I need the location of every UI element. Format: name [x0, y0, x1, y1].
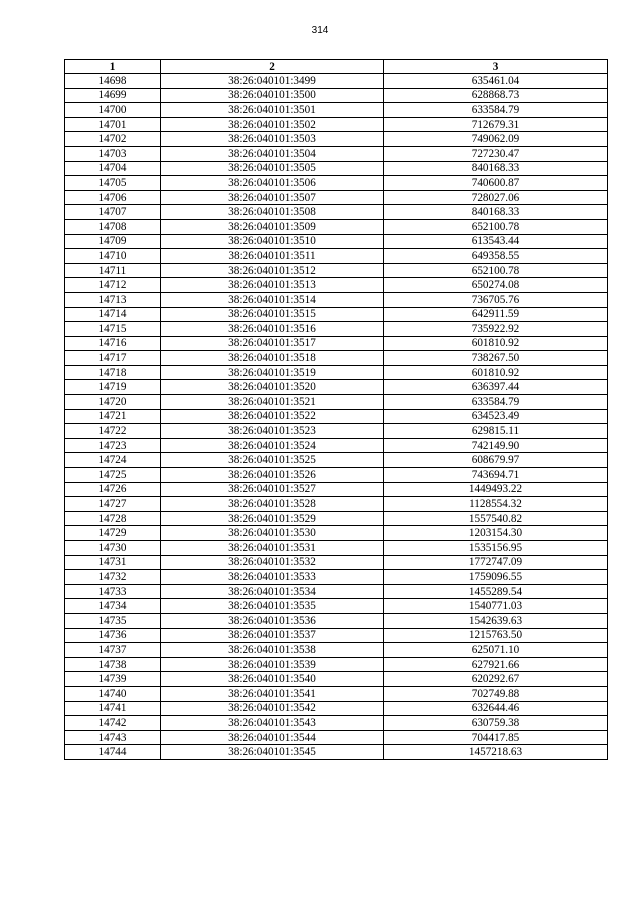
- row-number-cell: 14711: [65, 263, 161, 278]
- table-row: [65, 161, 608, 176]
- table-row: [65, 249, 608, 264]
- table-header-row: [65, 60, 608, 74]
- row-number-cell: 14715: [65, 322, 161, 337]
- cadastral-number-cell: 38:26:040101:3512: [161, 263, 384, 278]
- data-table: [64, 59, 608, 760]
- cadastral-number-cell: 38:26:040101:3541: [161, 686, 384, 701]
- cadastral-number-cell: 38:26:040101:3518: [161, 351, 384, 366]
- cadastral-number-cell: 38:26:040101:3510: [161, 234, 384, 249]
- table-row: [65, 570, 608, 585]
- cadastral-number-cell: 38:26:040101:3530: [161, 526, 384, 541]
- cadastral-number-cell: 38:26:040101:3501: [161, 103, 384, 118]
- column-header-2: 2: [161, 60, 384, 74]
- row-number-cell: 14706: [65, 190, 161, 205]
- value-cell: 840168.33: [384, 205, 608, 220]
- table-row: [65, 541, 608, 556]
- value-cell: 613543.44: [384, 234, 608, 249]
- value-cell: 1215763.50: [384, 628, 608, 643]
- column-header-1: 1: [65, 60, 161, 74]
- row-number-cell: 14726: [65, 482, 161, 497]
- table-row: [65, 307, 608, 322]
- value-cell: 840168.33: [384, 161, 608, 176]
- table-row: [65, 190, 608, 205]
- value-cell: 629815.11: [384, 424, 608, 439]
- table-row: [65, 74, 608, 89]
- value-cell: 628868.73: [384, 88, 608, 103]
- cadastral-number-cell: 38:26:040101:3534: [161, 584, 384, 599]
- row-number-cell: 14712: [65, 278, 161, 293]
- cadastral-number-cell: 38:26:040101:3499: [161, 74, 384, 89]
- cadastral-number-cell: 38:26:040101:3519: [161, 365, 384, 380]
- row-number-cell: 14702: [65, 132, 161, 147]
- row-number-cell: 14714: [65, 307, 161, 322]
- cadastral-number-cell: 38:26:040101:3535: [161, 599, 384, 614]
- cadastral-number-cell: 38:26:040101:3526: [161, 468, 384, 483]
- row-number-cell: 14720: [65, 395, 161, 410]
- value-cell: 712679.31: [384, 117, 608, 132]
- table-row: [65, 468, 608, 483]
- cadastral-number-cell: 38:26:040101:3516: [161, 322, 384, 337]
- row-number-cell: 14710: [65, 249, 161, 264]
- value-cell: 1535156.95: [384, 541, 608, 556]
- value-cell: 642911.59: [384, 307, 608, 322]
- value-cell: 620292.67: [384, 672, 608, 687]
- table-row: [65, 584, 608, 599]
- row-number-cell: 14727: [65, 497, 161, 512]
- value-cell: 1557540.82: [384, 511, 608, 526]
- cadastral-number-cell: 38:26:040101:3522: [161, 409, 384, 424]
- table-row: [65, 424, 608, 439]
- table-row: [65, 613, 608, 628]
- row-number-cell: 14736: [65, 628, 161, 643]
- value-cell: 649358.55: [384, 249, 608, 264]
- table-row: [65, 322, 608, 337]
- value-cell: 738267.50: [384, 351, 608, 366]
- cadastral-number-cell: 38:26:040101:3533: [161, 570, 384, 585]
- cadastral-number-cell: 38:26:040101:3543: [161, 716, 384, 731]
- row-number-cell: 14744: [65, 745, 161, 760]
- row-number-cell: 14733: [65, 584, 161, 599]
- cadastral-number-cell: 38:26:040101:3520: [161, 380, 384, 395]
- row-number-cell: 14724: [65, 453, 161, 468]
- table-row: [65, 205, 608, 220]
- row-number-cell: 14698: [65, 74, 161, 89]
- cadastral-number-cell: 38:26:040101:3545: [161, 745, 384, 760]
- table-row: [65, 555, 608, 570]
- row-number-cell: 14728: [65, 511, 161, 526]
- value-cell: 1128554.32: [384, 497, 608, 512]
- value-cell: 742149.90: [384, 438, 608, 453]
- cadastral-number-cell: 38:26:040101:3511: [161, 249, 384, 264]
- row-number-cell: 14699: [65, 88, 161, 103]
- row-number-cell: 14718: [65, 365, 161, 380]
- row-number-cell: 14730: [65, 541, 161, 556]
- cadastral-number-cell: 38:26:040101:3514: [161, 292, 384, 307]
- row-number-cell: 14723: [65, 438, 161, 453]
- row-number-cell: 14735: [65, 613, 161, 628]
- row-number-cell: 14729: [65, 526, 161, 541]
- row-number-cell: 14700: [65, 103, 161, 118]
- cadastral-number-cell: 38:26:040101:3504: [161, 146, 384, 161]
- table-row: [65, 365, 608, 380]
- value-cell: 633584.79: [384, 103, 608, 118]
- page-number: 314: [311, 25, 329, 36]
- table-row: [65, 453, 608, 468]
- value-cell: 702749.88: [384, 686, 608, 701]
- row-number-cell: 14705: [65, 176, 161, 191]
- row-number-cell: 14740: [65, 686, 161, 701]
- value-cell: 627921.66: [384, 657, 608, 672]
- row-number-cell: 14741: [65, 701, 161, 716]
- table-row: [65, 351, 608, 366]
- value-cell: 601810.92: [384, 365, 608, 380]
- cadastral-number-cell: 38:26:040101:3503: [161, 132, 384, 147]
- value-cell: 601810.92: [384, 336, 608, 351]
- value-cell: 635461.04: [384, 74, 608, 89]
- table-row: [65, 730, 608, 745]
- value-cell: 652100.78: [384, 263, 608, 278]
- cadastral-number-cell: 38:26:040101:3521: [161, 395, 384, 410]
- value-cell: 1542639.63: [384, 613, 608, 628]
- cadastral-number-cell: 38:26:040101:3523: [161, 424, 384, 439]
- column-header-3: 3: [384, 60, 608, 74]
- table-row: [65, 526, 608, 541]
- value-cell: 736705.76: [384, 292, 608, 307]
- table-row: [65, 219, 608, 234]
- table-body: [65, 74, 608, 760]
- value-cell: 1449493.22: [384, 482, 608, 497]
- value-cell: 630759.38: [384, 716, 608, 731]
- row-number-cell: 14742: [65, 716, 161, 731]
- row-number-cell: 14732: [65, 570, 161, 585]
- table-row: [65, 438, 608, 453]
- cadastral-number-cell: 38:26:040101:3540: [161, 672, 384, 687]
- value-cell: 650274.08: [384, 278, 608, 293]
- table-row: [65, 278, 608, 293]
- cadastral-number-cell: 38:26:040101:3507: [161, 190, 384, 205]
- table-row: [65, 745, 608, 760]
- cadastral-number-cell: 38:26:040101:3525: [161, 453, 384, 468]
- row-number-cell: 14701: [65, 117, 161, 132]
- row-number-cell: 14725: [65, 468, 161, 483]
- row-number-cell: 14703: [65, 146, 161, 161]
- row-number-cell: 14731: [65, 555, 161, 570]
- value-cell: 652100.78: [384, 219, 608, 234]
- table-row: [65, 599, 608, 614]
- table-row: [65, 88, 608, 103]
- cadastral-number-cell: 38:26:040101:3515: [161, 307, 384, 322]
- value-cell: 1772747.09: [384, 555, 608, 570]
- cadastral-number-cell: 38:26:040101:3505: [161, 161, 384, 176]
- value-cell: 1540771.03: [384, 599, 608, 614]
- cadastral-number-cell: 38:26:040101:3537: [161, 628, 384, 643]
- value-cell: 608679.97: [384, 453, 608, 468]
- table-row: [65, 716, 608, 731]
- row-number-cell: 14707: [65, 205, 161, 220]
- row-number-cell: 14743: [65, 730, 161, 745]
- cadastral-number-cell: 38:26:040101:3506: [161, 176, 384, 191]
- table-row: [65, 482, 608, 497]
- cadastral-number-cell: 38:26:040101:3509: [161, 219, 384, 234]
- cadastral-number-cell: 38:26:040101:3536: [161, 613, 384, 628]
- table-row: [65, 146, 608, 161]
- cadastral-number-cell: 38:26:040101:3517: [161, 336, 384, 351]
- row-number-cell: 14738: [65, 657, 161, 672]
- cadastral-number-cell: 38:26:040101:3538: [161, 643, 384, 658]
- table-row: [65, 132, 608, 147]
- value-cell: 1455289.54: [384, 584, 608, 599]
- cadastral-number-cell: 38:26:040101:3527: [161, 482, 384, 497]
- cadastral-number-cell: 38:26:040101:3531: [161, 541, 384, 556]
- table-row: [65, 234, 608, 249]
- row-number-cell: 14716: [65, 336, 161, 351]
- row-number-cell: 14737: [65, 643, 161, 658]
- value-cell: 1203154.30: [384, 526, 608, 541]
- cadastral-number-cell: 38:26:040101:3508: [161, 205, 384, 220]
- table-row: [65, 511, 608, 526]
- cadastral-number-cell: 38:26:040101:3544: [161, 730, 384, 745]
- cadastral-number-cell: 38:26:040101:3532: [161, 555, 384, 570]
- cadastral-number-cell: 38:26:040101:3502: [161, 117, 384, 132]
- table-row: [65, 117, 608, 132]
- table-row: [65, 336, 608, 351]
- cadastral-number-cell: 38:26:040101:3513: [161, 278, 384, 293]
- table-row: [65, 628, 608, 643]
- value-cell: 740600.87: [384, 176, 608, 191]
- row-number-cell: 14739: [65, 672, 161, 687]
- value-cell: 743694.71: [384, 468, 608, 483]
- table-row: [65, 686, 608, 701]
- value-cell: 704417.85: [384, 730, 608, 745]
- value-cell: 633584.79: [384, 395, 608, 410]
- row-number-cell: 14708: [65, 219, 161, 234]
- value-cell: 625071.10: [384, 643, 608, 658]
- row-number-cell: 14734: [65, 599, 161, 614]
- cadastral-number-cell: 38:26:040101:3528: [161, 497, 384, 512]
- value-cell: 728027.06: [384, 190, 608, 205]
- value-cell: 735922.92: [384, 322, 608, 337]
- cadastral-number-cell: 38:26:040101:3500: [161, 88, 384, 103]
- table-row: [65, 409, 608, 424]
- row-number-cell: 14721: [65, 409, 161, 424]
- row-number-cell: 14713: [65, 292, 161, 307]
- value-cell: 727230.47: [384, 146, 608, 161]
- table-row: [65, 657, 608, 672]
- value-cell: 636397.44: [384, 380, 608, 395]
- table-row: [65, 643, 608, 658]
- table-row: [65, 380, 608, 395]
- row-number-cell: 14719: [65, 380, 161, 395]
- table-row: [65, 701, 608, 716]
- row-number-cell: 14722: [65, 424, 161, 439]
- cadastral-number-cell: 38:26:040101:3539: [161, 657, 384, 672]
- table-row: [65, 497, 608, 512]
- cadastral-number-cell: 38:26:040101:3529: [161, 511, 384, 526]
- table-row: [65, 395, 608, 410]
- table-row: [65, 103, 608, 118]
- row-number-cell: 14704: [65, 161, 161, 176]
- table-row: [65, 292, 608, 307]
- table-row: [65, 176, 608, 191]
- cadastral-number-cell: 38:26:040101:3524: [161, 438, 384, 453]
- row-number-cell: 14717: [65, 351, 161, 366]
- row-number-cell: 14709: [65, 234, 161, 249]
- value-cell: 1759096.55: [384, 570, 608, 585]
- table-row: [65, 263, 608, 278]
- table-row: [65, 672, 608, 687]
- cadastral-number-cell: 38:26:040101:3542: [161, 701, 384, 716]
- value-cell: 634523.49: [384, 409, 608, 424]
- value-cell: 1457218.63: [384, 745, 608, 760]
- value-cell: 749062.09: [384, 132, 608, 147]
- value-cell: 632644.46: [384, 701, 608, 716]
